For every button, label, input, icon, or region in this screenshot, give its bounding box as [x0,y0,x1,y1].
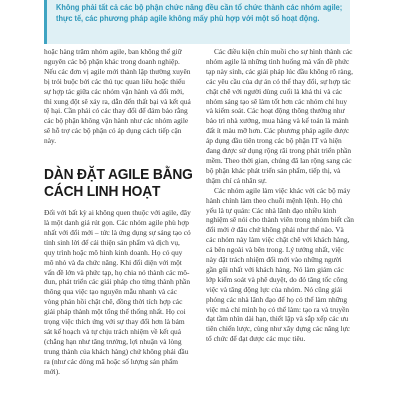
left-column [44,47,192,376]
pull-quote-text: Không phải tất cả các bộ phận chức năng đều cần tổ chức thành các nhóm agile; thực tế, các phương pháp agile không mấy phù hợp với một số hoạt động. [56,2,343,23]
body-paragraph: Các nhóm agile làm việc khác với các bộ máy hành chính làm theo chuỗi mệnh lệnh. Họ chủ yếu là tự quản: Các nhà lãnh đạo nhiều kinh nghiệm sẽ nói cho thành viên trong nhóm biết cần đổi mới ở đâu chứ không phải như thế nào. Và các nhóm này làm việc chặt chẽ với khách hàng, cả bên ngoài và bên trong. Lý tưởng nhất, việc này đặt trách nhiệm đổi mới vào những người gần gũi nhất với khách hàng. Nó làm giảm các lớp kiểm soát và phê duyệt, do đó tăng tốc công việc và tăng động lực của nhóm. Nó cũng giải phóng các nhà lãnh đạo để họ có thể làm những việc mà chỉ mình họ có thể làm: tạo ra và truyền đạt tầm nhìn dài hạn, thiết lập và sắp xếp các ưu tiên chiến lược, cùng như xây dựng các năng lực tổ chức để đạt được các mục tiêu. [206,185,354,344]
section-heading: DÀN ĐẶT AGILE BẰNG CÁCH LINH HOẠT [44,166,193,201]
pull-quote-accent-bar [44,0,47,44]
body-paragraph: Đối với bất kỳ ai không quen thuộc với agile, đây là một danh giá rút gọn. Các nhóm agile phù hợp nhất với đổi mới – tức là ứng dụng sự sáng tạo có tính sinh lời để cải thiện sản phẩm và dịch vụ, quy trình hoặc mô hình kinh doanh. Họ có quy mô nhỏ và đa chức năng. Khi đối diện với một vấn đề lớn và phức tạp, họ chia nó thành các mô-đun, phát triển các giải pháp cho từng thành phần thông qua việc tạo nguyên mẫu nhanh và các vòng phản hồi chặt chẽ, đồng thời tích hợp các giải pháp thành một tổng thể thống nhất. Họ coi trọng việc thích ứng với sự thay đổi hơn là bám sát kế hoạch và tự chịu trách nhiệm về kết quả (chẳng hạn như tăng trưởng, lợi nhuận và lòng trung thành của khách hàng) chứ không phải đầu ra (như các dòng mã hoặc số lượng sản phẩm mới). [44,208,191,376]
body-paragraph: hoặc hàng trăm nhóm agile, ban không thể giữ nguyên các bộ phận khác trong doanh nghiệp. Nếu các đơn vị agile mới thành lập thường xuyên bị trói buộc bởi các thủ tục quan liêu hoặc thiếu sự hợp tác giữa các nhóm vận hành và đổi mới, thì xung đột sẽ xảy ra, dẫn đến thất bại và kết quả tệ hại. Cần phải có các thay đổi để đảm bảo rằng các bộ phận không vận hành như các nhóm agile sẽ hỗ trợ các bộ phận có áp dụng cách tiếp cận này. [44,47,191,146]
pull-quote-box [44,0,350,44]
right-column [206,47,354,344]
body-paragraph: Các điều kiện chín muồi cho sự hình thành các nhóm agile là những tình huống mà vấn đề phức tạp này sinh, các giải pháp lúc đầu không rõ ràng, các yêu cầu của dự án có thể thay đổi, sự hợp tác chặt chẽ với người dùng cuối là khả thi và các nhóm sáng tạo sẽ làm tốt hơn các nhóm chỉ huy và kiểm soát. Các hoạt động thông thường như bảo trì nhà xưởng, mua hàng và kế toán là mảnh đất ít màu mỡ hơn. Các phương pháp agile được áp dụng đầu tiên trong các bộ phận IT và hiện đang được sử dụng rộng rãi trong phát triển phần mềm. Theo thời gian, chúng đã lan rộng sang các bộ phận khác phát triển sản phẩm, tiếp thị, và thậm chí cả nhân sự. [206,47,353,185]
